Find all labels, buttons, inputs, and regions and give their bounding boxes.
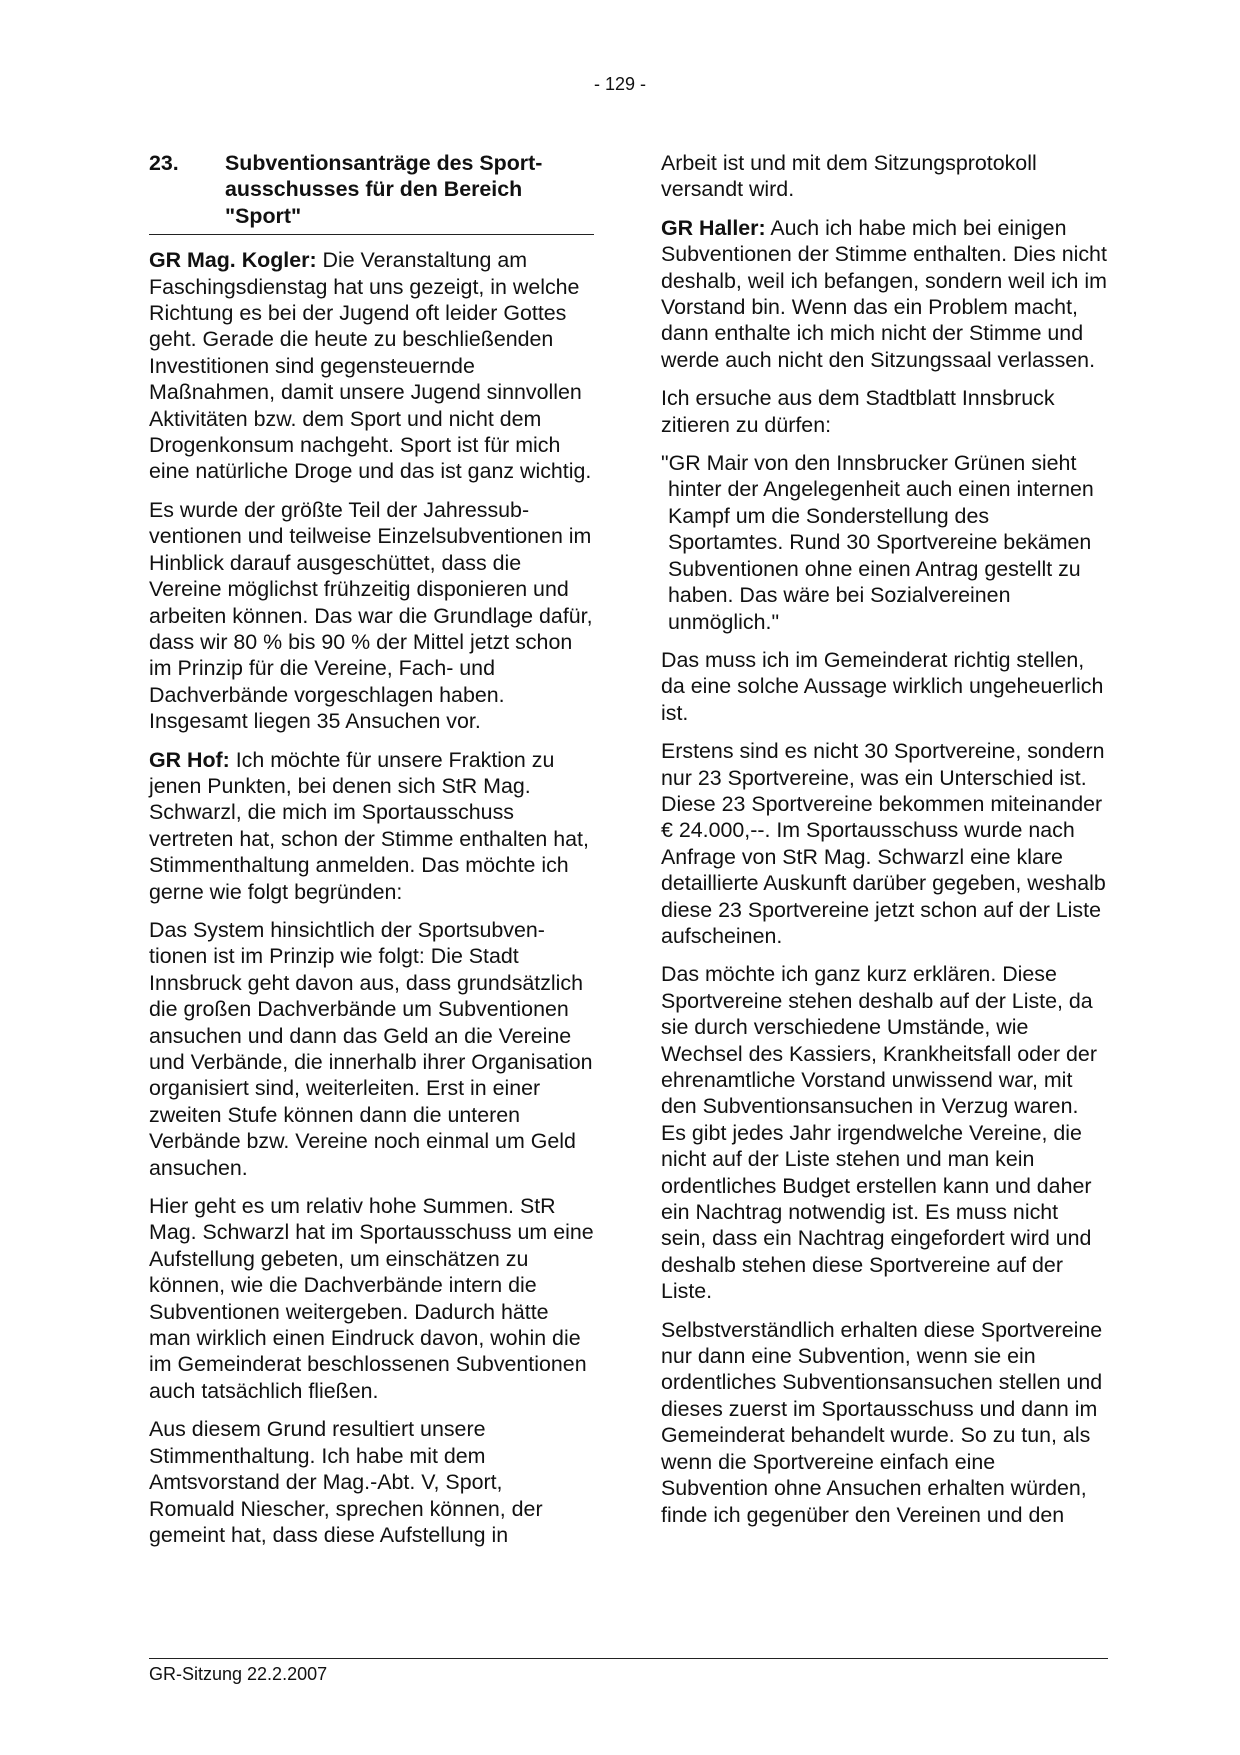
footer-session-date: GR-Sitzung 22.2.2007: [149, 1664, 328, 1684]
speaker-name: GR Hof:: [149, 747, 230, 772]
speaker-name: GR Mag. Kogler:: [149, 248, 317, 273]
paragraph: [661, 215, 1107, 373]
paragraph: Aus diesem Grund resultiert unsere Stimmenthaltung. Ich habe mit dem Amtsvorstand der Mag.-Abt. V, Sport, Romuald Niescher, sprechen können, der gemeint hat, dass diese Aufstellung in: [149, 1417, 543, 1547]
paragraph: Hier geht es um relativ hohe Summen. StR Mag. Schwarzl hat im Sportausschuss um eine Aufstellung gebeten, um einschätzen zu können, wie die Dachverbände intern die Subventionen weitergeben. Dadurch hätte man wirklich einen Eindruck davon, wohin die im Gemeinderat beschlossenen Subventionen auch tatsächlich fließen.: [149, 1194, 594, 1403]
speech-text: Ich möchte für unsere Fraktion zu jenen Punkten, bei denen sich StR Mag. Schwarzl, die mich im Sportausschuss vertreten hat, schon der Stimme enthalten hat, Stimmenthaltung anmelden. Das möchte ich gerne wie folgt begründen:: [149, 747, 589, 904]
paragraph: Ich ersuche aus dem Stadtblatt Innsbruck zitieren zu dürfen:: [661, 386, 1055, 437]
right-column: [661, 150, 1107, 1540]
footer-divider: [149, 1658, 1108, 1659]
paragraph: Erstens sind es nicht 30 Sportvereine, sondern nur 23 Sportvereine, was ein Unterschied ist. Diese 23 Sportvereine bekommen miteinander € 24.000,--. Im Sportausschuss wurde nach Anfrage von StR Mag. Schwarzl eine klare detaillierte Auskunft darüber gegeben, weshalb diese 23 Sportvereine jetzt schon auf der Liste aufscheinen.: [661, 739, 1106, 948]
paragraph: Es wurde der größte Teil der Jahressubventionen und teilweise Einzelsubventionen im Hinblick darauf ausgeschüttet, dass die Vereine möglichst frühzeitig disponieren und arbeiten können. Das war die Grundlage dafür, dass wir 80 % bis 90 % der Mittel jetzt schon im Prinzip für die Vereine, Fach- und Dachverbände vorgeschlagen haben. Insgesamt liegen 35 Ansuchen vor.: [149, 497, 593, 734]
speech-text: Auch ich habe mich bei einigen Subventionen der Stimme enthalten. Dies nicht deshalb, weil ich befangen, sondern weil ich im Vorstand bin. Wenn das ein Problem macht, dann enthalte ich mich nicht der Stimme und werde auch nicht den Sitzungssaal verlassen.: [661, 215, 1107, 372]
agenda-title: Subventionsanträge des Sportausschusses für den Bereich "Sport": [225, 151, 543, 228]
speech-text: Die Veranstaltung am Faschingsdienstag hat uns gezeigt, in welche Richtung es bei der Jugend oft leider Gottes geht. Gerade die heute zu beschließenden Investitionen sind gegensteuernde Maßnahmen, damit unsere Jugend sinnvollen Aktivitäten bzw. dem Sport und nicht dem Drogenkonsum nachgeht. Sport ist für mich eine natürliche Droge und das ist ganz wichtig.: [149, 248, 592, 484]
agenda-heading: [149, 150, 594, 235]
speaker-name: GR Haller:: [661, 215, 766, 240]
paragraph: Selbstverständlich erhalten diese Sportvereine nur dann eine Subvention, wenn sie ein ordentliches Subventionsansuchen stellen und dieses zuerst im Sportausschuss und dann im Gemeinderat behandelt wurde. So zu tun, als wenn die Sportvereine einfach eine Subvention ohne Ansuchen erhalten würden, finde ich gegenüber den Vereinen und den: [661, 1317, 1103, 1527]
left-column: [149, 150, 594, 1560]
paragraph: Das System hinsichtlich der Sportsubventionen ist im Prinzip wie folgt: Die Stadt Innsbruck geht davon aus, dass grundsätzlich die großen Dachverbände um Subventionen ansuchen und dann das Geld an die Vereine und Verbände, die innerhalb ihrer Organisation organisiert sind, weiterleiten. Erst in einer zweiten Stufe können dann die unteren Verbände bzw. Vereine noch einmal um Geld ansuchen.: [149, 917, 593, 1180]
paragraph: Arbeit ist und mit dem Sitzungsprotokoll versandt wird.: [661, 151, 1037, 202]
quotation: "GR Mair von den Innsbrucker Grünen sieht hinter der Angelegenheit auch einen internen Kampf um die Sonderstellung des Sportamtes. Rund 30 Sportvereine bekämen Subventionen ohne einen Antrag gestellt zu haben. Das wäre bei Sozialvereinen unmöglich.": [661, 451, 1094, 634]
page-number: - 129 -: [593, 74, 647, 94]
agenda-number: 23.: [149, 151, 179, 175]
paragraph: Das möchte ich ganz kurz erklären. Diese Sportvereine stehen deshalb auf der Liste, da sie durch verschiedene Umstände, wie Wechsel des Kassiers, Krankheitsfall oder der ehrenamtliche Vorstand unwissend war, mit den Subventionsansuchen in Verzug waren. Es gibt jedes Jahr irgendwelche Vereine, die nicht auf der Liste stehen und man kein ordentliches Budget erstellen kann und daher ein Nachtrag notwendig ist. Es muss nicht sein, dass ein Nachtrag eingefordert wird und deshalb stehen diese Sportvereine auf der Liste.: [661, 962, 1097, 1304]
paragraph: Das muss ich im Gemeinderat richtig stellen, da eine solche Aussage wirklich ungeheuerlich ist.: [661, 647, 1104, 725]
paragraph: [149, 247, 594, 485]
paragraph: [149, 747, 594, 905]
